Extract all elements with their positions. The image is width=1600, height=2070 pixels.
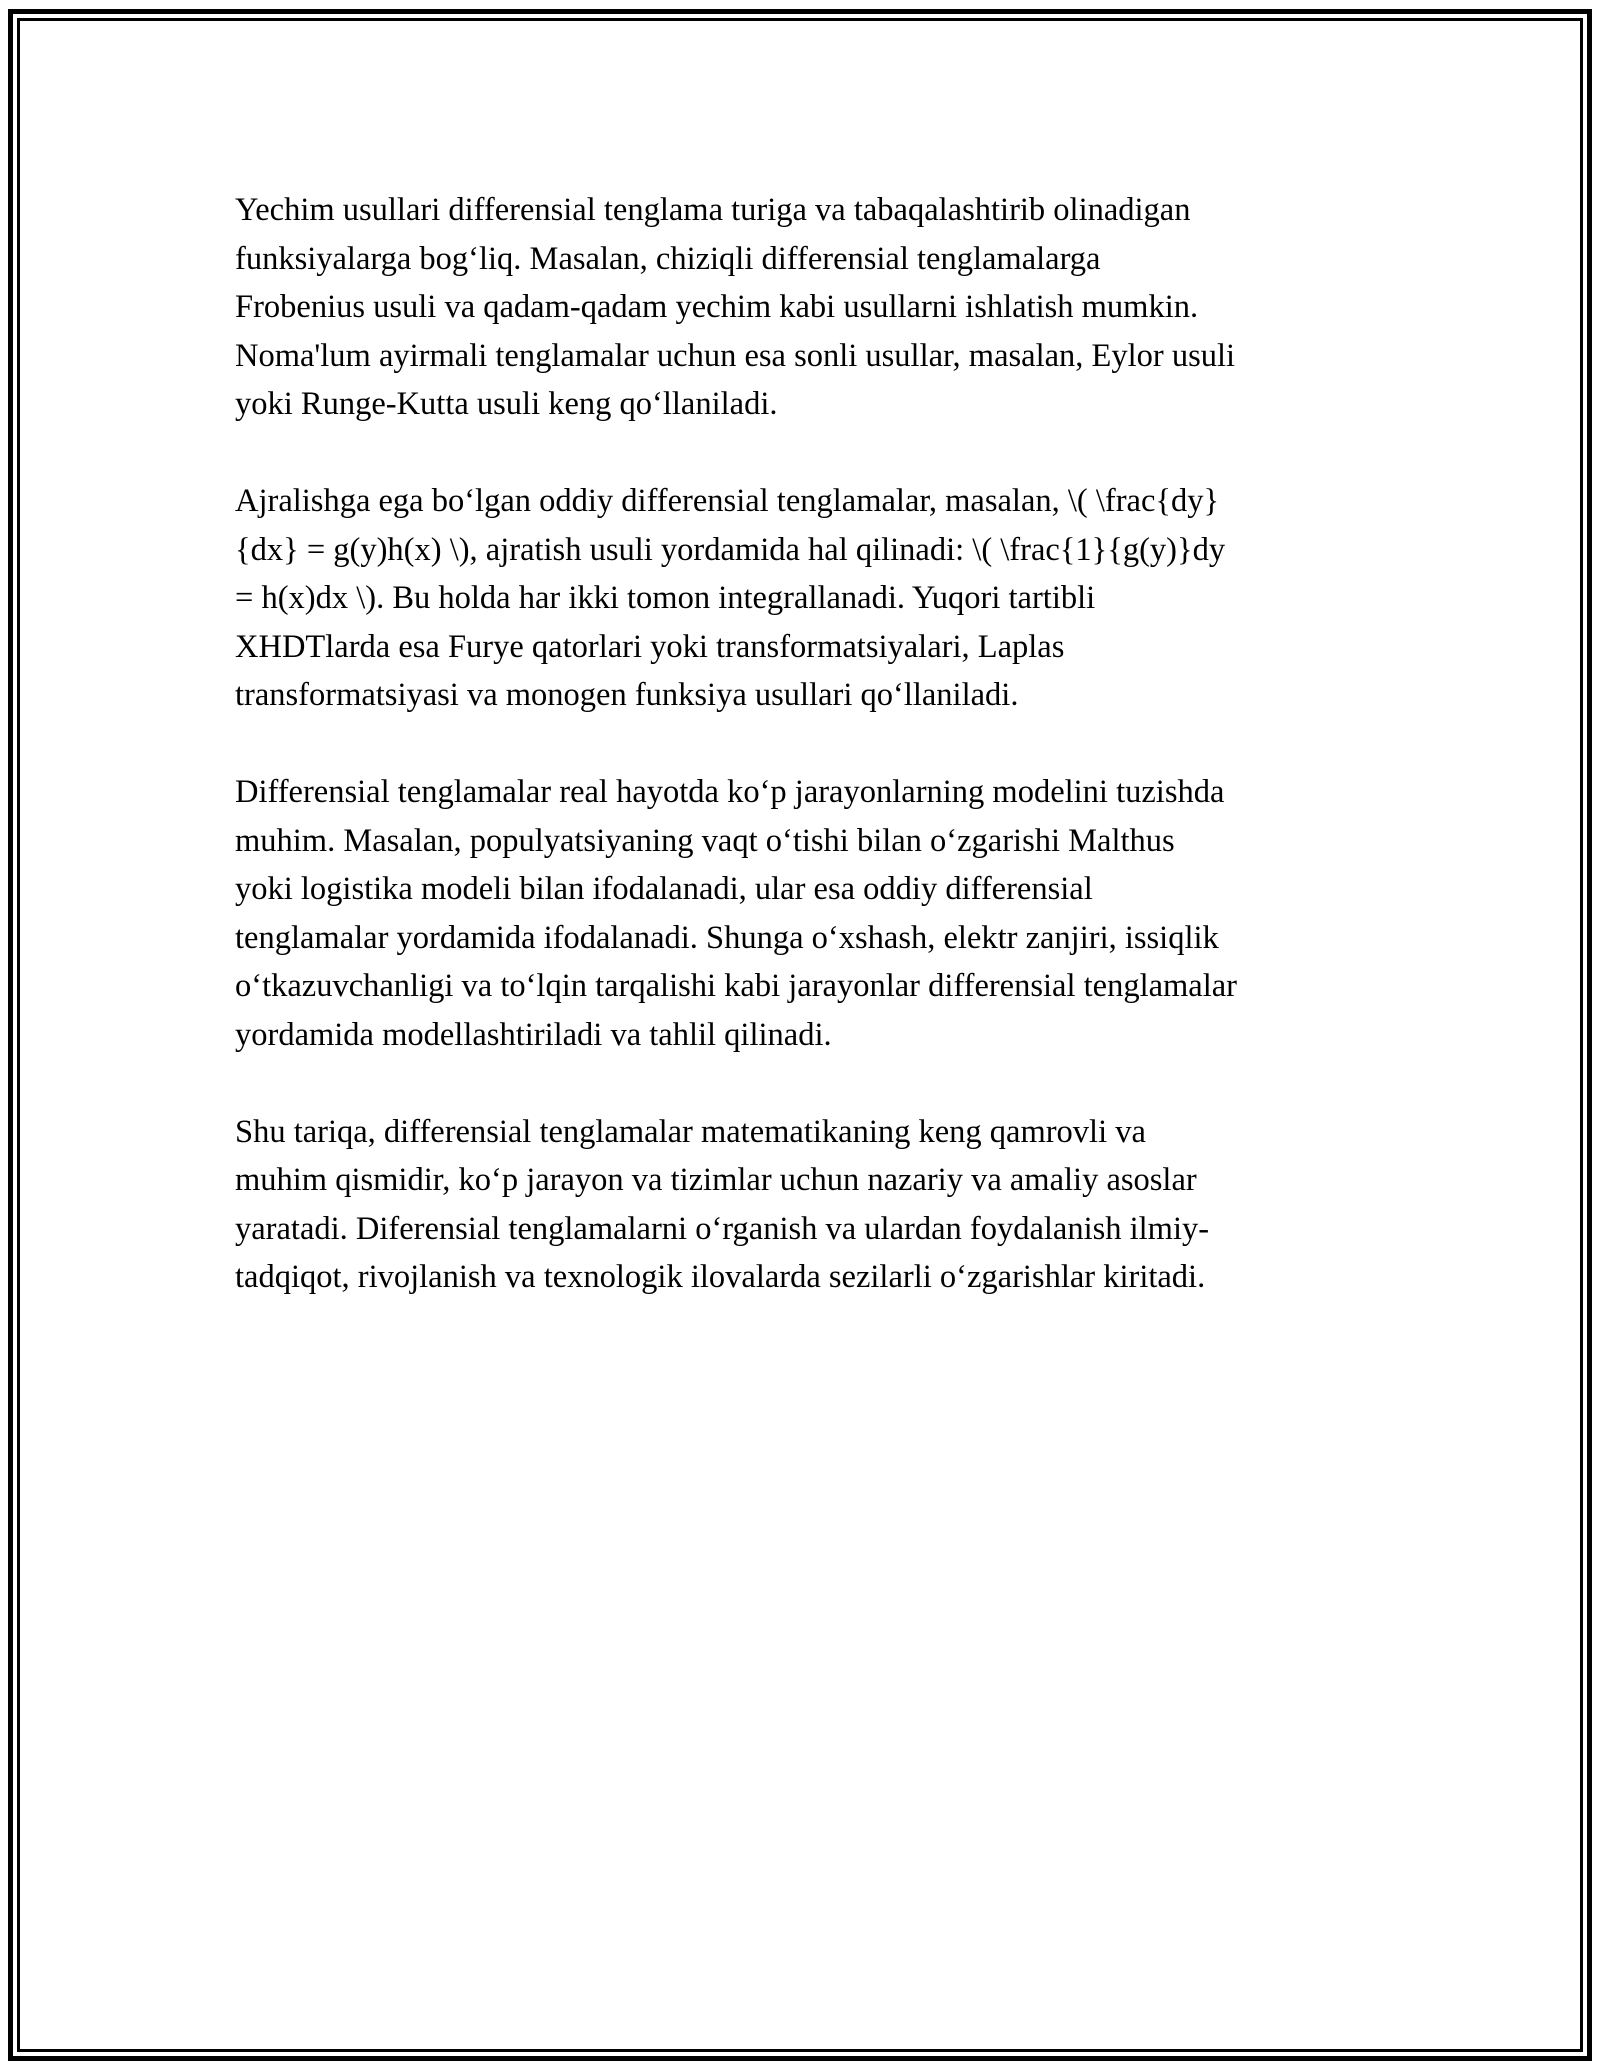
paragraph-conclusion: Shu tariqa, differensial tenglamalar matematikaning keng qamrovli va muhim qismidir, ko‘p jarayon va tizimlar uchun nazariy va amaliy asoslar yaratadi. Diferensial tenglamalarni o‘rganish va ulardan foydalanish ilmiy- tadqiqot, rivojlanish va texnologik ilovalarda sezilarli o‘zgarishlar kiritadi. — [235, 1113, 1210, 1295]
paragraph-real-life-models: Differensial tenglamalar real hayotda ko‘p jarayonlarning modelini tuzishda muhim. Masalan, populyatsiyaning vaqt o‘tishi bilan o‘zgarishi Malthus yoki logistika modeli bilan ifodalanadi, ular esa oddiy differensial tenglamalar yordamida ifodalanadi. Shunga o‘xshash, elektr zanjiri, issiqlik o‘tkazuvchanligi va to‘lqin tarqalishi kabi jarayonlar differensial tenglamalar yordamida modellashtiriladi va tahlil qilinadi. — [235, 774, 1238, 1053]
paragraph-solution-methods: Yechim usullari differensial tenglama turiga va tabaqalashtirib olinadigan funksiyalarga bog‘liq. Masalan, chiziqli differensial tenglamalarga Frobenius usuli va qadam-qadam yechim kabi usullarni ishlatish mumkin. Noma'lum ayirmali tenglamalar uchun esa sonli usullar, masalan, Eylor usuli yoki Runge-Kutta usuli keng qo‘llaniladi. — [235, 192, 1236, 422]
paragraph-separable-equations: Ajralishga ega bo‘lgan oddiy differensial tenglamalar, masalan, \( \frac{dy} {dx} = g(y)h(x) \), ajratish usuli yordamida hal qilinadi: \( \frac{1}{g(y)}dy = h(x)dx \). Bu holda har ikki tomon integrallanadi. Yuqori tartibli XHDTlarda esa Furye qatorlari yoki transformatsiyalari, Laplas transformatsiyasi va monogen funksiya usullari qo‘llaniladi. — [235, 483, 1226, 713]
document-body — [235, 186, 1375, 1350]
